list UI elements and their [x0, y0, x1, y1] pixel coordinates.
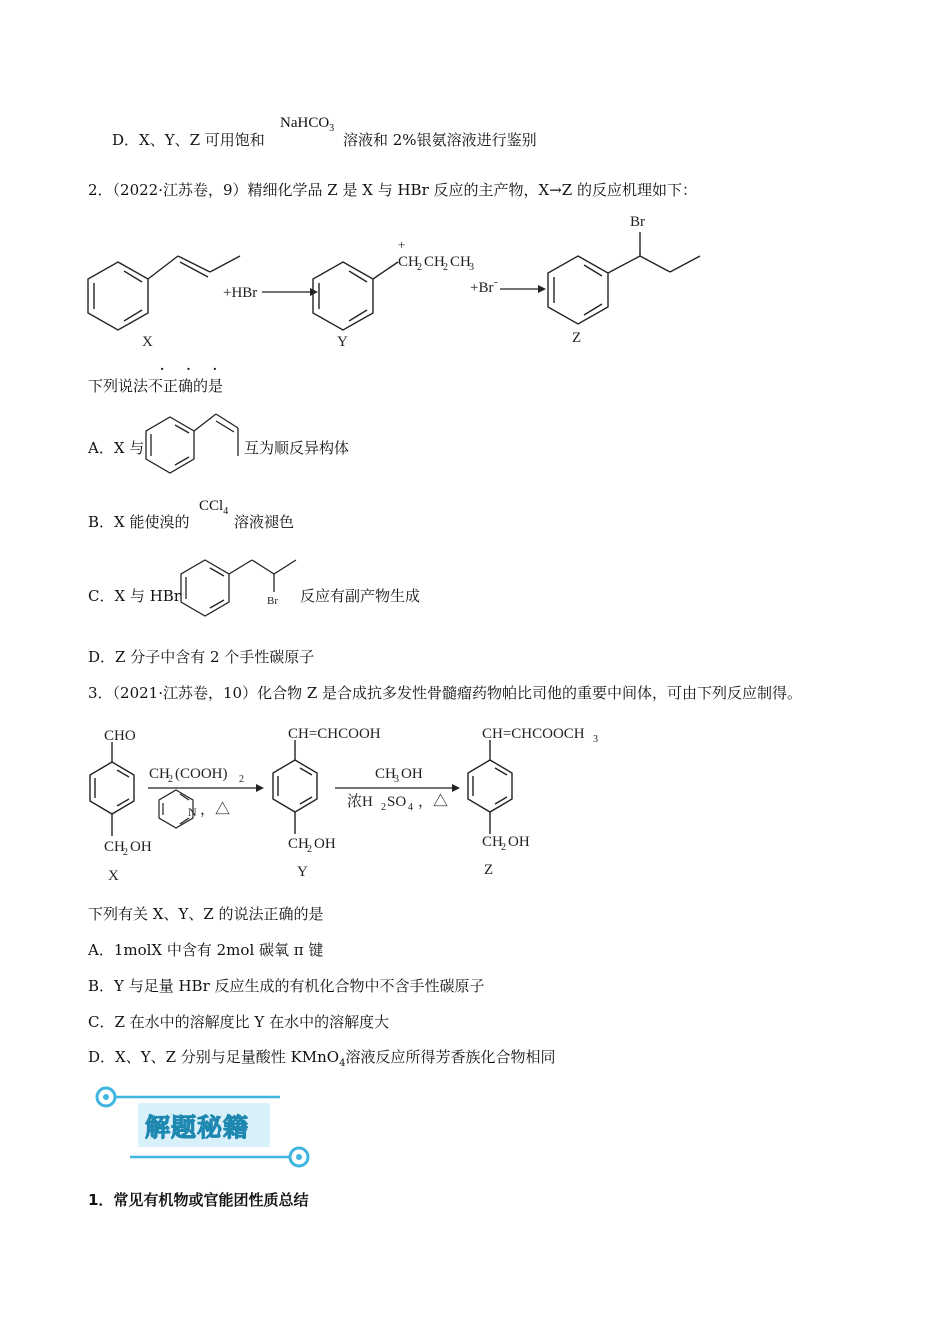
q1-option-d-suffix: 溶液和 2%银氨溶液进行鉴别 — [343, 131, 537, 149]
svg-text:OH: OH — [314, 836, 336, 852]
svg-text:-: - — [494, 276, 498, 288]
svg-text:CH: CH — [450, 254, 471, 270]
ccl4-formula: CCl$_4$ — [199, 498, 229, 517]
x-cho: CHO — [104, 728, 136, 744]
q3-stem: 3．（2021·江苏卷，10）化合物 Z 是合成抗多发性骨髓瘤药物帕比司他的重要中间体，可由下列反应制得。 — [88, 684, 803, 702]
q3-question: 下列有关 X、Y、Z 的说法正确的是 — [88, 905, 324, 923]
pyridine-n: N — [188, 805, 197, 819]
q2-option-a: A．X 与 — [88, 439, 145, 457]
svg-text:2: 2 — [417, 262, 422, 273]
svg-text:CH: CH — [424, 254, 445, 270]
x-label: X — [108, 868, 119, 884]
svg-text:2: 2 — [307, 844, 312, 855]
y-plus-charge: + — [398, 237, 406, 252]
q2-option-a-suffix: 互为顺反异构体 — [244, 439, 350, 457]
svg-text:4: 4 — [408, 802, 413, 813]
svg-text:OH: OH — [508, 834, 530, 850]
q3-option-c: C．Z 在水中的溶解度比 Y 在水中的溶解度大 — [88, 1013, 390, 1031]
svg-text:(COOH): (COOH) — [175, 766, 228, 782]
hbr-reagent: +HBr — [223, 285, 258, 301]
svg-text:3: 3 — [394, 774, 399, 785]
svg-text:CH: CH — [375, 766, 396, 782]
nahco3-formula: NaHCO$_3$ — [280, 115, 335, 134]
svg-text:OH: OH — [130, 839, 152, 855]
side-product-br: Br — [267, 595, 278, 607]
svg-text:2: 2 — [239, 774, 244, 785]
q3-option-b: B．Y 与足量 HBr 反应生成的有机化合物中不含手性碳原子 — [88, 977, 485, 995]
emphasis-dots: · · · — [160, 362, 226, 376]
q2-option-c: C．X 与 HBr — [88, 587, 181, 605]
q3-option-a: A．1molX 中含有 2mol 碳氧 π 键 — [88, 941, 324, 959]
x-label: X — [142, 334, 153, 350]
svg-text:2: 2 — [443, 262, 448, 273]
q2-option-b-suffix: 溶液褪色 — [234, 513, 295, 531]
y-label: Y — [337, 334, 348, 350]
svg-text:OH: OH — [401, 766, 423, 782]
svg-text:3: 3 — [469, 262, 474, 273]
z-label: Z — [572, 330, 582, 346]
y-chain-1: CH — [398, 254, 419, 270]
q2-option-b: B．X 能使溴的 — [88, 513, 190, 531]
svg-text:2: 2 — [381, 802, 386, 813]
svg-text:CH: CH — [288, 836, 309, 852]
y-acrylic-acid-group: CH=CHCOOH — [288, 726, 381, 742]
z-label: Z — [484, 862, 494, 878]
section-heading: 1．常见有机物或官能团性质总结 — [88, 1191, 309, 1209]
q2-question: 下列说法不正确的是 — [88, 377, 224, 395]
svg-text:SO: SO — [387, 794, 407, 810]
banner-title: 解题秘籍 — [145, 1113, 250, 1142]
svg-text:CH: CH — [482, 834, 503, 850]
arrow2-conditions: 浓H — [347, 794, 373, 810]
arrow1-conditions: ，△ — [200, 802, 231, 818]
svg-text:3: 3 — [593, 734, 598, 745]
br-minus-reagent: +Br — [470, 280, 494, 296]
svg-text:2: 2 — [501, 842, 506, 853]
q2-option-c-suffix: 反应有副产物生成 — [300, 587, 421, 605]
q3-option-d: D．X、Y、Z 分别与足量酸性 KMnO$_4$溶液反应所得芳香族化合物相同 — [88, 1048, 556, 1069]
svg-text:，△: ，△ — [418, 794, 449, 810]
svg-text:CH: CH — [104, 839, 125, 855]
z-bromine: Br — [630, 214, 645, 230]
svg-text:2: 2 — [123, 847, 128, 858]
q1-option-d: D．X、Y、Z 可用饱和 — [112, 131, 265, 149]
q2-stem: 2．（2022·江苏卷，9）精细化学品 Z 是 X 与 HBr 反应的主产物，X→Z 的反应机理如下： — [88, 181, 697, 199]
svg-text:2: 2 — [168, 774, 173, 785]
z-ester-group: CH=CHCOOCH — [482, 726, 585, 742]
y-label: Y — [297, 864, 308, 880]
q2-option-d: D．Z 分子中含有 2 个手性碳原子 — [88, 648, 315, 666]
svg-text:CH: CH — [149, 766, 170, 782]
